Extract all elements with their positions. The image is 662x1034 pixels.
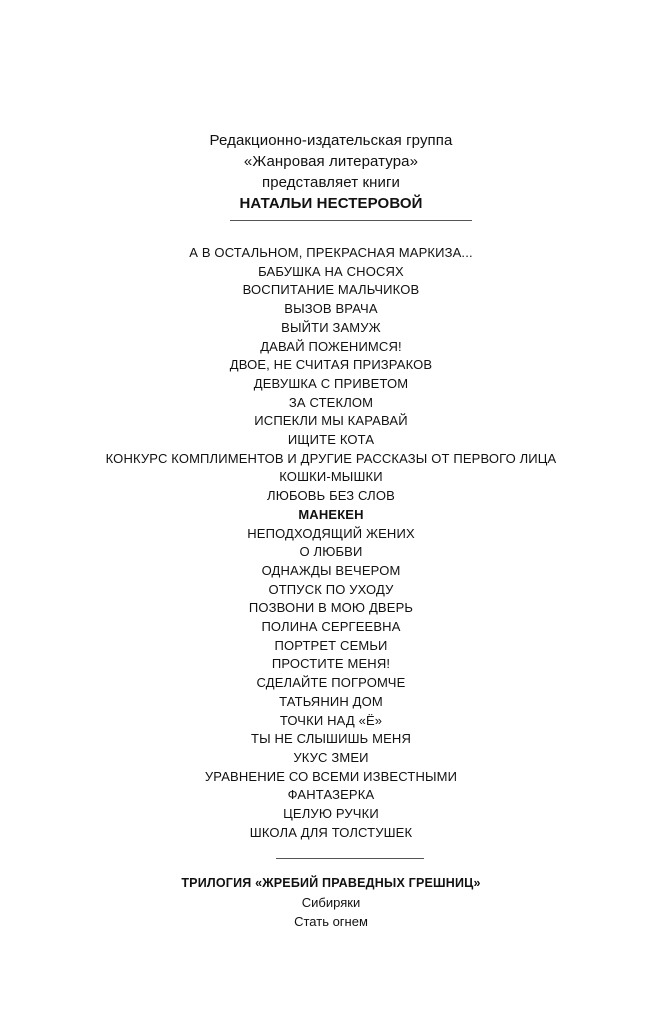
publisher-group: Редакционно-издательская группа (209, 132, 453, 149)
book-title: ИЩИТЕ КОТА (287, 432, 375, 448)
presents-text: представляет книги (261, 174, 401, 191)
book-title: УКУС ЗМЕИ (293, 749, 369, 765)
book-title: КОШКИ-МЫШКИ (279, 469, 383, 485)
book-title: ПОЛИНА СЕРГЕЕВНА (261, 619, 401, 635)
book-title: А В ОСТАЛЬНОМ, ПРЕКРАСНАЯ МАРКИЗА... (189, 245, 473, 260)
book-title: О ЛЮБВИ (299, 544, 363, 560)
bottom-divider (276, 858, 424, 859)
book-title: КОНКУРС КОМПЛИМЕНТОВ И ДРУГИЕ РАССКАЗЫ ОТ ПЕРВОГО ЛИЦА (105, 450, 557, 466)
book-title: ПОРТРЕТ СЕМЬИ (274, 637, 388, 653)
book-title: ВЫЙТИ ЗАМУЖ (281, 319, 381, 335)
trilogy-title: ТРИЛОГИЯ «ЖРЕБИЙ ПРАВЕДНЫХ ГРЕШНИЦ» (181, 876, 481, 890)
book-title: БАБУШКА НА СНОСЯХ (258, 263, 404, 279)
author-name: НАТАЛЬИ НЕСТЕРОВОЙ (239, 195, 423, 212)
book-title: НЕПОДХОДЯЩИЙ ЖЕНИХ (247, 525, 415, 541)
book-list (0, 244, 662, 843)
publisher-header (0, 130, 662, 214)
book-title: ДВОЕ, НЕ СЧИТАЯ ПРИЗРАКОВ (229, 357, 433, 373)
book-title: ШКОЛА ДЛЯ ТОЛСТУШЕК (249, 824, 413, 840)
book-title: ТАТЬЯНИН ДОМ (279, 693, 383, 709)
book-title: ПОЗВОНИ В МОЮ ДВЕРЬ (248, 600, 414, 616)
publisher-imprint: «Жанровая литература» (243, 153, 419, 170)
book-title: УРАВНЕНИЕ СО ВСЕМИ ИЗВЕСТНЫМИ (204, 768, 458, 784)
book-title: МАНЕКЕН (298, 506, 364, 522)
book-title: ДАВАЙ ПОЖЕНИМСЯ! (260, 338, 402, 354)
book-title: ПРОСТИТЕ МЕНЯ! (271, 656, 391, 672)
trilogy-section (0, 874, 662, 931)
book-title: ФАНТАЗЕРКА (287, 787, 375, 803)
book-title: ОДНАЖДЫ ВЕЧЕРОМ (261, 562, 401, 578)
book-title: ЦЕЛУЮ РУЧКИ (283, 806, 379, 822)
top-divider (230, 220, 472, 221)
book-title: ЗА СТЕКЛОМ (288, 394, 374, 410)
book-title: ВОСПИТАНИЕ МАЛЬЧИКОВ (242, 282, 420, 298)
book-title: ТЫ НЕ СЛЫШИШЬ МЕНЯ (250, 731, 412, 747)
book-title: СДЕЛАЙТЕ ПОГРОМЧЕ (256, 675, 406, 691)
book-title: ЛЮБОВЬ БЕЗ СЛОВ (267, 488, 395, 504)
book-title: ИСПЕКЛИ МЫ КАРАВАЙ (254, 413, 408, 429)
book-title: ТОЧКИ НАД «Ё» (279, 712, 383, 728)
trilogy-book: Стать огнем (294, 914, 368, 929)
trilogy-book: Сибиряки (301, 895, 361, 910)
book-title: ВЫЗОВ ВРАЧА (284, 301, 378, 317)
book-title: ДЕВУШКА С ПРИВЕТОМ (253, 375, 409, 391)
book-title: ОТПУСК ПО УХОДУ (268, 581, 394, 597)
